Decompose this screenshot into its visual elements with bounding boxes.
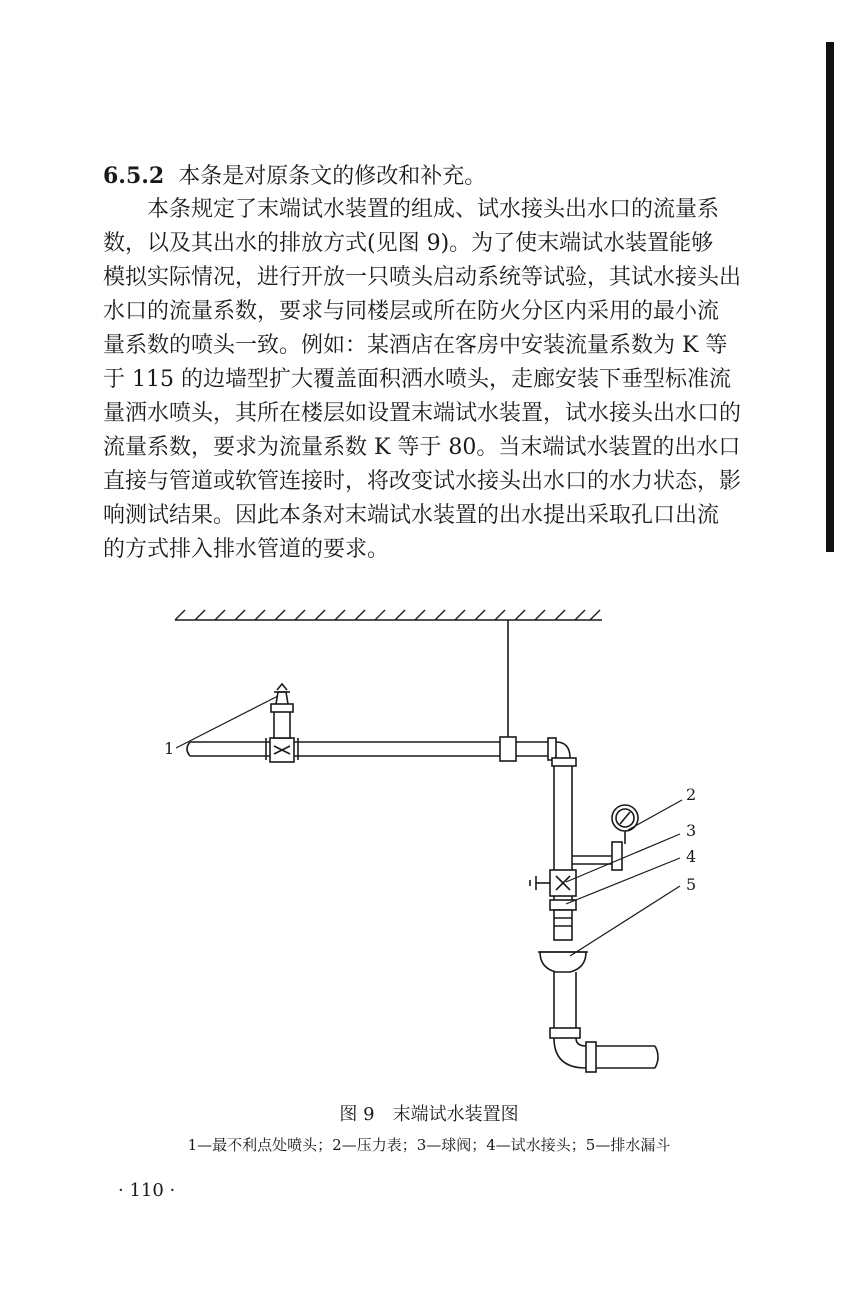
paragraph-line-9: 直接与管道或软管连接时，将改变试水接头出水口的水力状态，影 [103,469,742,494]
paragraph-line-11: 的方式排入排水管道的要求。 [103,537,390,562]
paragraph-line-10: 响测试结果。因此本条对末端试水装置的出水提出采取孔口出流 [103,503,720,528]
vertical-riser [550,766,576,940]
ball-valve [530,870,576,896]
paragraph-line-8: 流量系数，要求为流量系数 K 等于 80。当末端试水装置的出水口 [103,435,741,460]
paragraph-line-5: 量系数的喷头一致。例如：某酒店在客房中安装流量系数为 K 等 [103,333,728,358]
callout-2: 2 [686,785,697,804]
sprinkler-head [266,684,298,762]
paragraph-line-2: 数，以及其出水的排放方式(见图 9)。为了使末端试水装置能够 [103,231,714,256]
figure-legend: 1—最不利点处喷头；2—压力表；3—球阀；4—试水接头；5—排水漏斗 [187,1136,671,1154]
callout-1: 1 [164,739,175,758]
paragraph-line-3: 模拟实际情况，进行开放一只喷头启动系统等试验，其试水接头出 [103,265,742,290]
pressure-gauge [572,805,638,870]
horizontal-pipe [187,737,576,766]
end-test-device-diagram [150,600,710,1090]
page-edge-shadow [826,42,834,552]
paragraph-line-6: 于 115 的边墙型扩大覆盖面积洒水喷头，走廊安装下垂型标准流 [103,367,731,392]
callout-4: 4 [686,847,697,866]
callout-3: 3 [686,821,697,840]
paragraph-line-4: 水口的流量系数，要求与同楼层或所在防火分区内采用的最小流 [103,299,720,324]
callout-5: 5 [686,875,697,894]
figure-caption: 图 9 末端试水装置图 [339,1104,519,1125]
section-heading [103,160,486,193]
paragraph-line-7: 量洒水喷头，其所在楼层如设置末端试水装置，试水接头出水口的 [103,401,742,426]
section-intro: 本条是对原条文的修改和补充。 [178,164,487,189]
section-number: 6.5.2 [103,163,165,189]
drain-funnel [538,952,658,1072]
page-number: · 110 · [118,1180,176,1201]
callout-leaders [176,696,682,956]
ceiling [175,610,602,620]
paragraph-line-1: 本条规定了末端试水装置的组成、试水接头出水口的流量系 [147,197,720,222]
